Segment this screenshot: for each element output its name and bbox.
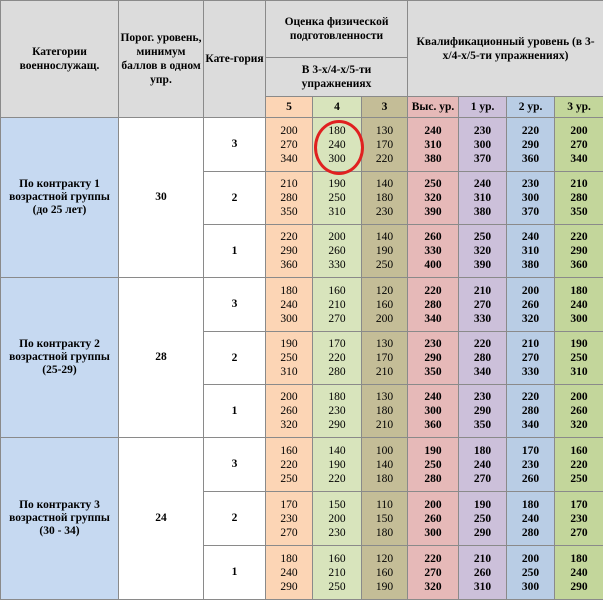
score-value: 380 [521,259,540,271]
score-value: 280 [280,192,298,204]
score-value: 400 [424,259,442,271]
table-row [1,278,603,332]
score-cell-g3 [362,492,408,546]
score-value: 210 [280,178,298,190]
score-value: 180 [570,552,588,565]
table-row [1,118,603,172]
score-cell-g3 [362,172,408,225]
score-value: 260 [328,245,346,257]
score-cell-g4 [313,278,362,332]
score-value: 340 [424,312,442,325]
score-value: 180 [280,284,298,297]
score-value: 290 [328,419,346,431]
score-value: 240 [521,231,540,243]
score-value: 190 [570,338,588,350]
score-cell-g5 [266,225,313,278]
score-value: 170 [570,498,588,511]
score-value: 160 [328,552,346,565]
score-value: 250 [328,192,346,204]
score-cell-vys [408,225,459,278]
score-value: 130 [375,124,394,137]
score-value: 240 [280,566,298,579]
score-value: 200 [280,391,298,403]
score-cell-g4 [313,118,362,172]
score-value: 210 [473,284,492,297]
score-value: 200 [280,124,298,137]
score-cell-vys [408,118,459,172]
score-cell-q1 [459,118,507,172]
score-value: 190 [424,444,442,457]
score-value: 310 [521,245,540,257]
score-value: 180 [521,498,540,511]
score-cell-g4 [313,492,362,546]
score-value: 250 [328,580,346,593]
score-cell-q2 [507,278,555,332]
score-value: 320 [424,192,442,204]
score-value: 300 [280,312,298,325]
score-value: 160 [375,566,394,579]
score-value: 220 [570,231,588,243]
score-value: 250 [280,472,298,485]
score-value: 210 [375,366,394,378]
score-value: 200 [521,284,540,297]
score-value: 190 [328,458,346,471]
score-value: 340 [473,366,492,378]
table-row [1,438,603,492]
score-cell-vys [408,492,459,546]
score-value: 230 [280,512,298,525]
score-value: 240 [570,566,588,579]
score-value: 360 [280,259,298,271]
score-value: 350 [280,206,298,218]
score-cell-q1 [459,278,507,332]
score-value: 310 [424,138,442,151]
row-category: 2 [204,332,266,385]
score-value: 130 [375,391,394,403]
score-cell-vys [408,332,459,385]
score-cell-q2 [507,225,555,278]
score-value: 250 [280,352,298,364]
score-value: 300 [473,138,492,151]
score-value: 360 [521,152,540,165]
score-cell-g4 [313,438,362,492]
group-name: По контракту 3 возрастной группы (30 - 34) [1,438,119,600]
score-value: 260 [424,231,442,243]
score-value: 360 [570,259,588,271]
row-category: 1 [204,225,266,278]
score-cell-g5 [266,385,313,438]
score-value: 290 [570,580,588,593]
score-cell-q2 [507,546,555,600]
score-cell-q2 [507,438,555,492]
score-value: 220 [570,458,588,471]
row-category: 3 [204,438,266,492]
header-category: Категории военнослужащ. [1,1,119,118]
score-value: 290 [280,245,298,257]
score-value: 300 [521,192,540,204]
score-value: 290 [521,138,540,151]
score-value: 220 [375,152,394,165]
score-value: 330 [328,259,346,271]
score-cell-q1 [459,546,507,600]
score-value: 240 [473,178,492,190]
score-value: 240 [280,298,298,311]
score-value: 310 [473,192,492,204]
score-cell-g4 [313,332,362,385]
score-cell-vys [408,385,459,438]
score-value: 320 [570,419,588,431]
score-cell-g5 [266,332,313,385]
score-value: 320 [473,245,492,257]
score-value: 320 [521,312,540,325]
score-value: 200 [570,124,588,137]
score-value: 120 [375,552,394,565]
score-value: 270 [570,138,588,151]
table-body [1,1,603,600]
group-threshold: 30 [119,118,204,278]
score-value: 210 [328,298,346,311]
score-cell-g5 [266,172,313,225]
score-cell-q3 [555,438,603,492]
score-value: 290 [473,526,492,539]
score-value: 350 [570,206,588,218]
score-value: 250 [570,352,588,364]
group-name: По контракту 2 возрастной группы (25-29) [1,278,119,438]
score-value: 270 [521,352,540,364]
score-cell-q1 [459,438,507,492]
header-assessment-sub: В 3-х/4-х/5-ти упражнениях [266,58,408,97]
score-value: 290 [424,352,442,364]
score-value: 240 [570,298,588,311]
score-cell-g4 [313,172,362,225]
score-value: 290 [280,580,298,593]
score-value: 310 [473,580,492,593]
row-category: 3 [204,278,266,332]
score-value: 190 [280,338,298,350]
score-value: 220 [328,472,346,485]
score-value: 280 [424,472,442,485]
score-cell-q1 [459,172,507,225]
group-threshold: 24 [119,438,204,600]
score-value: 230 [328,405,346,417]
score-value: 270 [473,472,492,485]
score-cell-g5 [266,438,313,492]
score-value: 250 [375,259,394,271]
score-value: 280 [473,352,492,364]
score-value: 290 [570,245,588,257]
score-value: 180 [375,526,394,539]
score-value: 190 [328,178,346,190]
score-value: 320 [424,580,442,593]
score-value: 260 [521,472,540,485]
score-value: 260 [280,405,298,417]
score-value: 160 [328,284,346,297]
group-name: По контракту 1 возрастной группы (до 25 лет) [1,118,119,278]
score-cell-g3 [362,118,408,172]
score-value: 140 [375,231,394,243]
score-cell-q2 [507,492,555,546]
score-value: 190 [375,580,394,593]
score-cell-q3 [555,546,603,600]
score-cell-q3 [555,225,603,278]
group-threshold: 28 [119,278,204,438]
score-value: 250 [473,512,492,525]
score-value: 220 [521,124,540,137]
score-cell-g3 [362,546,408,600]
score-value: 360 [424,419,442,431]
score-cell-q3 [555,385,603,438]
score-value: 310 [328,206,346,218]
header-grade-4: 4 [313,97,362,118]
score-cell-g5 [266,492,313,546]
score-value: 300 [521,580,540,593]
score-value: 110 [376,498,393,511]
score-value: 340 [280,152,298,165]
score-value: 100 [375,444,394,457]
header-q3: 3 ур. [555,97,603,118]
score-value: 340 [521,419,540,431]
score-value: 210 [375,419,394,431]
score-value: 270 [328,312,346,325]
header-q1: 1 ур. [459,97,507,118]
score-cell-vys [408,438,459,492]
score-value: 180 [375,192,394,204]
score-value: 240 [328,138,346,151]
score-value: 240 [424,124,442,137]
score-value: 370 [473,152,492,165]
score-cell-g5 [266,278,313,332]
header-cat: Кате-гория [204,1,266,118]
score-value: 280 [521,526,540,539]
header-q2: 2 ур. [507,97,555,118]
score-value: 270 [424,566,442,579]
score-cell-vys [408,172,459,225]
row-category: 1 [204,546,266,600]
score-value: 200 [424,498,442,511]
score-value: 390 [424,206,442,218]
score-value: 150 [375,512,394,525]
score-value: 170 [375,138,394,151]
score-value: 210 [570,178,588,190]
score-value: 380 [473,206,492,218]
score-value: 250 [570,472,588,485]
score-value: 210 [328,566,346,579]
score-value: 230 [521,458,540,471]
score-value: 210 [473,552,492,565]
score-value: 250 [521,566,540,579]
score-value: 170 [375,352,394,364]
score-cell-q2 [507,118,555,172]
score-value: 200 [521,552,540,565]
score-value: 280 [570,192,588,204]
score-value: 350 [473,419,492,431]
row-category: 2 [204,492,266,546]
score-value: 210 [521,338,540,350]
score-value: 170 [328,338,346,350]
score-value: 180 [473,444,492,457]
score-value: 320 [280,419,298,431]
score-value: 230 [424,338,442,350]
header-q-high: Выс. ур. [408,97,459,118]
score-value: 220 [280,231,298,243]
score-value: 230 [328,526,346,539]
score-value: 230 [473,391,492,403]
score-value: 330 [424,245,442,257]
score-value: 330 [473,312,492,325]
header-threshold: Порог. уровень, минимум баллов в одном упр. [119,1,204,118]
header-qualification: Квалификационный уровень (в 3-х/4-х/5-ти упражнениях) [408,1,603,97]
score-value: 370 [521,206,540,218]
score-value: 150 [328,498,346,511]
score-cell-q2 [507,385,555,438]
score-value: 200 [570,391,588,403]
score-value: 190 [473,498,492,511]
score-cell-q1 [459,225,507,278]
score-value: 220 [328,352,346,364]
header-assessment: Оценка физической подготовленности [266,1,408,58]
score-cell-g3 [362,332,408,385]
score-cell-q1 [459,492,507,546]
score-value: 330 [521,366,540,378]
score-cell-q3 [555,172,603,225]
score-value: 340 [570,152,588,165]
score-value: 140 [375,458,394,471]
score-value: 190 [375,245,394,257]
row-category: 3 [204,118,266,172]
score-value: 230 [521,178,540,190]
header-grade-3: 3 [362,97,408,118]
score-value: 350 [424,366,442,378]
score-cell-g3 [362,225,408,278]
score-value: 270 [280,526,298,539]
score-value: 200 [375,312,394,325]
score-cell-g3 [362,278,408,332]
score-value: 300 [570,312,588,325]
score-cell-q2 [507,172,555,225]
score-value: 300 [424,526,442,539]
score-value: 230 [375,206,394,218]
score-value: 130 [375,338,394,350]
score-cell-g3 [362,438,408,492]
score-value: 180 [280,552,298,565]
score-cell-g5 [266,118,313,172]
score-value: 220 [521,391,540,403]
score-value: 260 [473,566,492,579]
score-value: 310 [280,366,298,378]
score-value: 260 [424,512,442,525]
score-value: 120 [375,284,394,297]
row-category: 1 [204,385,266,438]
score-value: 230 [570,512,588,525]
score-value: 180 [375,405,394,417]
score-cell-q3 [555,492,603,546]
score-value: 290 [473,405,492,417]
score-value: 250 [473,231,492,243]
score-value: 270 [570,526,588,539]
score-cell-q3 [555,332,603,385]
score-value: 310 [570,366,588,378]
score-value: 180 [570,284,588,297]
score-value: 170 [280,498,298,511]
score-value: 170 [521,444,540,457]
score-cell-q2 [507,332,555,385]
score-value: 280 [424,298,442,311]
score-value: 140 [375,178,394,190]
score-value: 230 [473,124,492,137]
score-value: 180 [375,472,394,485]
score-value: 240 [473,458,492,471]
score-value: 220 [424,552,442,565]
score-value: 180 [328,124,346,137]
score-value: 280 [328,366,346,378]
header-grade-5: 5 [266,97,313,118]
score-value: 280 [521,405,540,417]
score-cell-g5 [266,546,313,600]
score-cell-q3 [555,118,603,172]
score-value: 380 [424,152,442,165]
score-value: 160 [375,298,394,311]
score-value: 180 [328,391,346,403]
score-cell-q3 [555,278,603,332]
score-cell-q1 [459,332,507,385]
score-value: 200 [328,512,346,525]
score-value: 220 [424,284,442,297]
score-value: 240 [424,391,442,403]
score-value: 260 [570,405,588,417]
score-value: 220 [280,458,298,471]
score-value: 390 [473,259,492,271]
score-cell-g4 [313,225,362,278]
score-cell-vys [408,278,459,332]
score-value: 220 [473,338,492,350]
score-value: 270 [280,138,298,151]
score-value: 200 [328,231,346,243]
score-value: 260 [521,298,540,311]
score-value: 300 [424,405,442,417]
score-cell-q1 [459,385,507,438]
score-value: 300 [328,152,346,165]
score-value: 140 [328,444,346,457]
score-value: 270 [473,298,492,311]
score-value: 250 [424,178,442,190]
row-category: 2 [204,172,266,225]
score-cell-g4 [313,385,362,438]
score-value: 160 [280,444,298,457]
score-value: 240 [521,512,540,525]
score-cell-g3 [362,385,408,438]
score-value: 160 [570,444,588,457]
score-cell-g4 [313,546,362,600]
score-cell-vys [408,546,459,600]
score-value: 250 [424,458,442,471]
